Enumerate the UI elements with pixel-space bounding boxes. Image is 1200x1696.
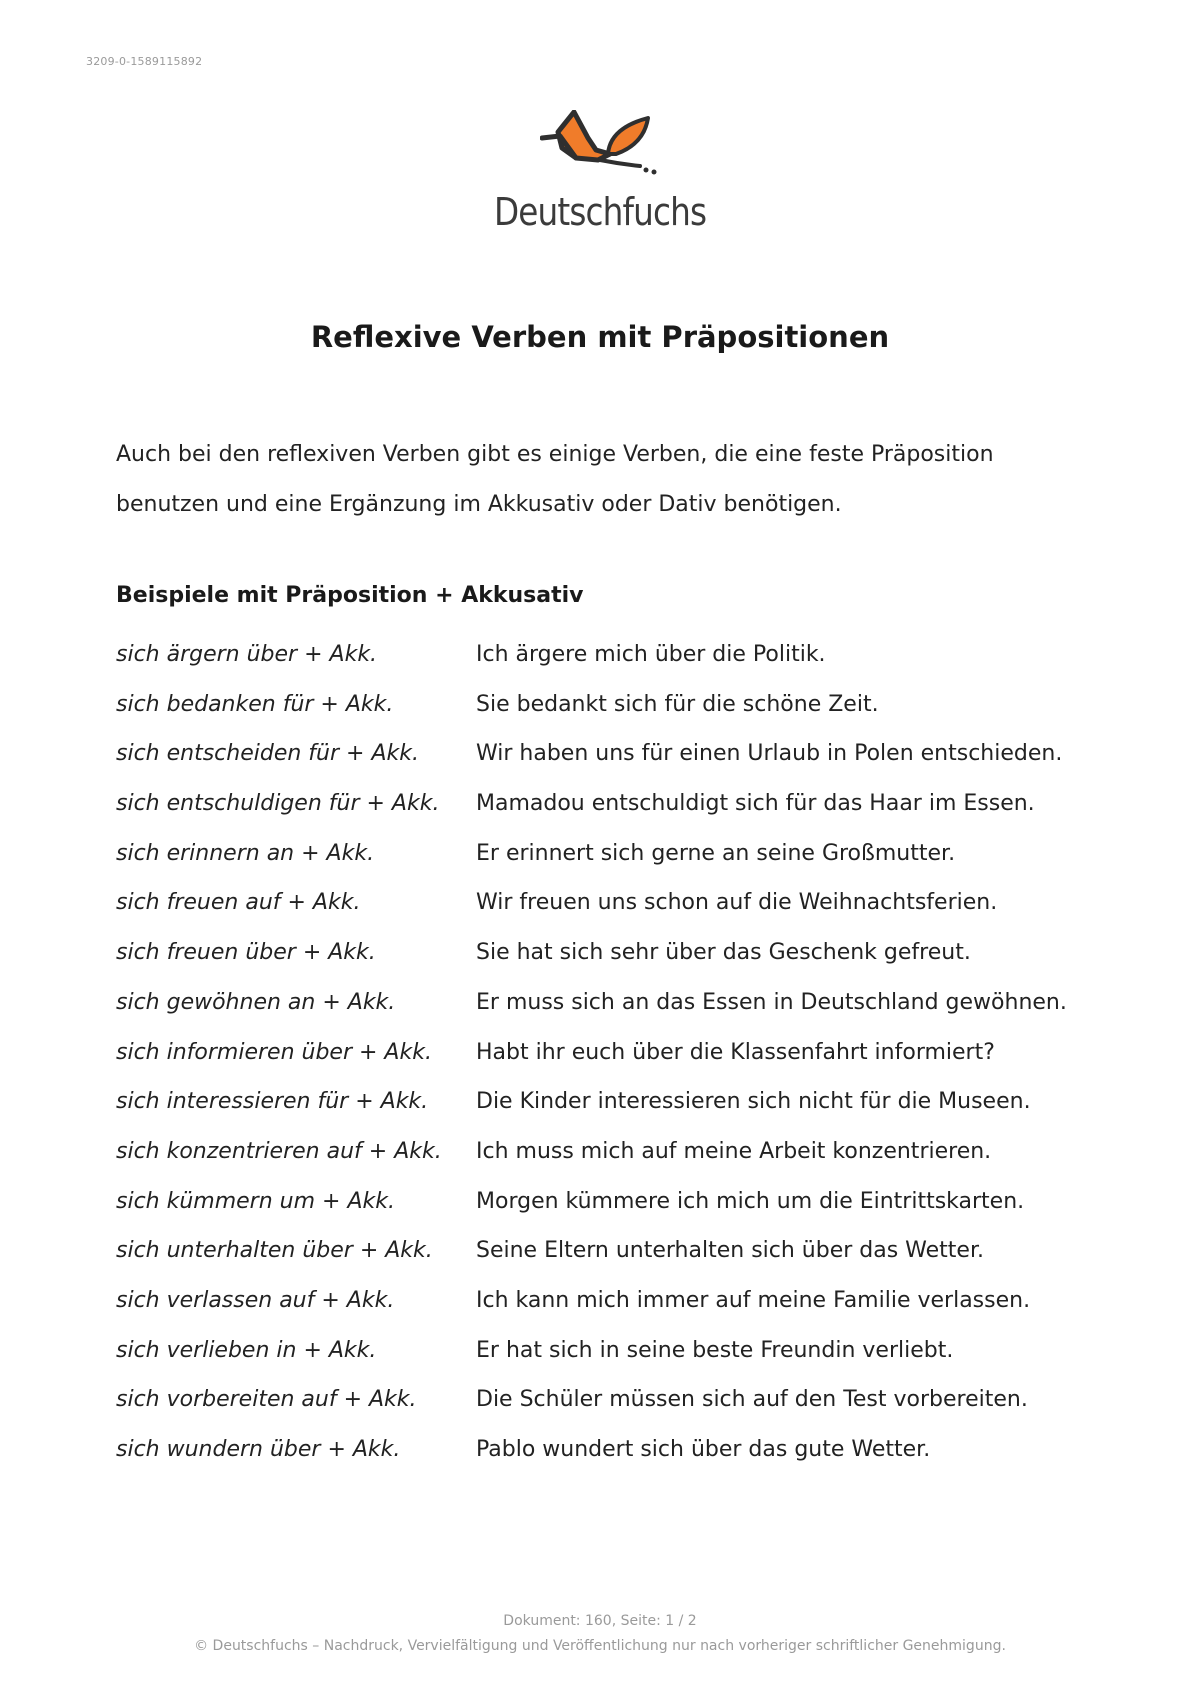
example-sentence: Er muss sich an das Essen in Deutschland gewöhnen. — [476, 989, 1067, 1015]
example-row — [116, 841, 1096, 891]
examples-list — [116, 642, 1096, 1487]
example-row — [116, 990, 1096, 1040]
intro-line: Auch bei den reflexiven Verben gibt es einige Verben, die eine feste Präposition — [116, 442, 994, 467]
example-verb: sich ärgern über + Akk. — [116, 642, 378, 667]
document-id: 3209-0-1589115892 — [86, 55, 203, 68]
example-row — [116, 1139, 1096, 1189]
intro-line: benutzen und eine Ergänzung im Akkusativ oder Dativ benötigen. — [116, 492, 842, 517]
logo-wordmark: Deutschfuchs — [494, 190, 707, 234]
example-verb: sich kümmern um + Akk. — [116, 1188, 395, 1214]
example-row — [116, 1338, 1096, 1388]
example-verb: sich interessieren für + Akk. — [116, 1089, 429, 1115]
example-verb: sich konzentrieren auf + Akk. — [116, 1138, 442, 1164]
section-heading: Beispiele mit Präposition + Akkusativ — [116, 583, 584, 608]
example-sentence: Die Schüler müssen sich auf den Test vorbereiten. — [476, 1387, 1028, 1413]
example-sentence: Seine Eltern unterhalten sich über das Wetter. — [476, 1238, 984, 1264]
example-sentence: Morgen kümmere ich mich um die Eintrittskarten. — [476, 1188, 1025, 1214]
example-row — [116, 1040, 1096, 1090]
example-row — [116, 741, 1096, 791]
example-row — [116, 692, 1096, 742]
example-sentence: Sie hat sich sehr über das Geschenk gefreut. — [476, 940, 971, 966]
example-verb: sich verlassen auf + Akk. — [116, 1287, 395, 1313]
footer-page-info: Dokument: 160, Seite: 1 / 2 — [503, 1613, 697, 1629]
page-title: Reflexive Verben mit Präpositionen — [310, 320, 890, 354]
example-row — [116, 1238, 1096, 1288]
fox-logo-icon — [540, 110, 670, 190]
example-verb: sich verlieben in + Akk. — [116, 1337, 377, 1363]
example-verb: sich entscheiden für + Akk. — [116, 741, 419, 767]
example-row — [116, 1288, 1096, 1338]
example-sentence: Pablo wundert sich über das gute Wetter. — [476, 1437, 931, 1462]
example-row — [116, 1437, 1096, 1487]
deutschfuchs-logo — [480, 110, 740, 245]
example-row — [116, 791, 1096, 841]
example-verb: sich entschuldigen für + Akk. — [116, 791, 440, 817]
example-sentence: Mamadou entschuldigt sich für das Haar im Essen. — [476, 791, 1035, 817]
example-row — [116, 1189, 1096, 1239]
example-sentence: Ich ärgere mich über die Politik. — [476, 642, 826, 667]
example-row — [116, 940, 1096, 990]
footer-copyright: © Deutschfuchs – Nachdruck, Vervielfältigung und Veröffentlichung nur nach vorheriger schriftlicher Genehmigung. — [194, 1638, 1006, 1654]
example-verb: sich freuen über + Akk. — [116, 940, 376, 966]
example-sentence: Er erinnert sich gerne an seine Großmutter. — [476, 840, 956, 866]
example-sentence: Wir freuen uns schon auf die Weihnachtsferien. — [476, 890, 998, 916]
example-row — [116, 1089, 1096, 1139]
example-verb: sich vorbereiten auf + Akk. — [116, 1387, 417, 1413]
example-sentence: Wir haben uns für einen Urlaub in Polen entschieden. — [476, 741, 1063, 767]
intro-paragraph — [116, 430, 1076, 530]
example-row — [116, 890, 1096, 940]
example-verb: sich bedanken für + Akk. — [116, 691, 394, 717]
example-sentence: Die Kinder interessieren sich nicht für die Museen. — [476, 1089, 1031, 1115]
example-verb: sich erinnern an + Akk. — [116, 840, 375, 866]
example-sentence: Ich kann mich immer auf meine Familie verlassen. — [476, 1287, 1031, 1313]
example-verb: sich freuen auf + Akk. — [116, 890, 361, 916]
example-sentence: Sie bedankt sich für die schöne Zeit. — [476, 691, 879, 717]
example-row — [116, 1387, 1096, 1437]
example-verb: sich gewöhnen an + Akk. — [116, 989, 396, 1015]
example-sentence: Habt ihr euch über die Klassenfahrt informiert? — [476, 1039, 995, 1065]
example-row — [116, 642, 1096, 692]
example-verb: sich unterhalten über + Akk. — [116, 1238, 433, 1264]
example-sentence: Er hat sich in seine beste Freundin verliebt. — [476, 1337, 954, 1363]
example-sentence: Ich muss mich auf meine Arbeit konzentrieren. — [476, 1138, 992, 1164]
example-verb: sich informieren über + Akk. — [116, 1039, 432, 1065]
example-verb: sich wundern über + Akk. — [116, 1437, 401, 1462]
